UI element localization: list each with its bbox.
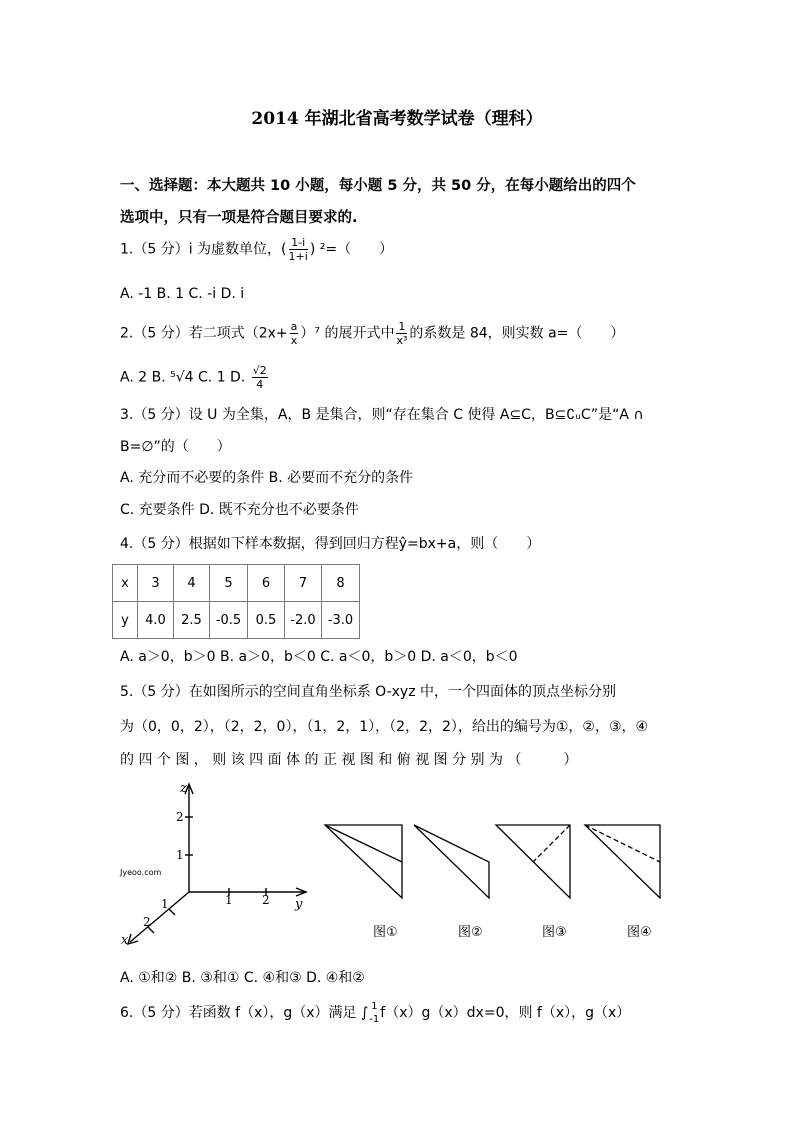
q2-option-c-d: C. 1 D. (193, 369, 246, 386)
q2-frac1-num: a (290, 320, 298, 333)
table-cell: -3.0 (322, 602, 360, 639)
question-5-line3: 的 四 个 图 ， 则 该 四 面 体 的 正 视 图 和 俯 视 图 分 别 为 （ ） (120, 752, 578, 768)
question-5-line2: 为（0，0，2），（2，2，0），（1，2，1），（2，2，2），给出的编号为①，②，③，④ (120, 719, 649, 735)
table-row-y (113, 602, 360, 639)
question-2 (120, 320, 624, 347)
section-heading-line1: 一、选择题：本大题共 10 小题，每小题 5 分，共 50 分，在每小题给出的四个 (120, 178, 636, 194)
z-label: z (180, 781, 187, 796)
q2-option-a-b: A. 2 B. (120, 369, 166, 386)
question-6 (120, 1000, 630, 1026)
z-tick-label: 2 (176, 810, 184, 824)
table-cell: 0.5 (248, 602, 285, 639)
table-cell: 5 (210, 565, 248, 602)
table-cell: 8 (322, 565, 360, 602)
q6-lower-limit: -1 (369, 1014, 380, 1025)
y-tick-label: 1 (225, 893, 233, 907)
y-label: y (295, 897, 303, 912)
figure-4-caption: 图④ (627, 925, 652, 940)
q2-mid: ）⁷ 的展开式中 (300, 325, 395, 342)
q2-opt-d-num: √2 (252, 364, 267, 377)
q1-suffix: ) ²=（ ） (309, 241, 394, 258)
q1-prefix: 1.（5 分）i 为虚数单位，( (120, 241, 287, 258)
y-tick-label: 2 (262, 893, 270, 907)
q5-options: A. ①和② B. ③和① C. ④和③ D. ④和② (120, 970, 365, 986)
table-cell: 3 (138, 565, 174, 602)
q2-option-b-root: ⁵√4 (170, 369, 194, 386)
q2-options (120, 364, 270, 391)
figure-3 (496, 825, 570, 898)
table-cell: -0.5 (210, 602, 248, 639)
q2-fraction-a-x (290, 320, 299, 347)
q2-suffix: 的系数是 84，则实数 a=（ ） (409, 325, 625, 342)
figure-4 (585, 825, 660, 898)
table-row-x (113, 565, 360, 602)
section-heading-line2: 选项中，只有一项是符合题目要求的. (120, 210, 358, 226)
q6-upper-limit: 1 (371, 1001, 378, 1012)
q3-options-cd: C. 充要条件 D. 既不充分也不必要条件 (120, 502, 359, 518)
view-figures (320, 820, 670, 905)
x-axis (130, 892, 189, 942)
question-3-line2: B=∅”的（ ） (120, 439, 231, 455)
table-cell: x (113, 565, 138, 602)
q1-frac-den: 1+i (288, 250, 308, 263)
question-3-line1: 3.（5 分）设 U 为全集，A，B 是集合，则“存在集合 C 使得 A⊆C，B⊆∁ᵤC”是“A ∩ (120, 407, 644, 423)
figure-1 (325, 825, 402, 898)
q2-option-d-fraction (252, 364, 268, 391)
page-title: 2014 年湖北省高考数学试卷（理科） (251, 109, 543, 129)
q6-integral-limits (369, 1000, 379, 1026)
q4-options: A. a＞0，b＞0 B. a＞0，b＜0 C. a＜0，b＞0 D. a＜0，b＜0 (120, 649, 518, 665)
question-4: 4.（5 分）根据如下样本数据，得到回归方程ŷ=bx+a，则（ ） (120, 536, 541, 552)
table-cell: 2.5 (174, 602, 210, 639)
table-cell: 6 (248, 565, 285, 602)
x-tick-label: 2 (143, 915, 151, 929)
table-cell: -2.0 (285, 602, 322, 639)
z-tick-label: 1 (176, 848, 184, 862)
q2-fraction-1-x3 (396, 320, 407, 347)
figure-1-caption: 图① (373, 925, 398, 940)
q6-prefix: 6.（5 分）若函数 f（x），g（x）满足 ∫ (120, 1005, 369, 1021)
question-1 (120, 236, 393, 263)
q2-frac2-num: 1 (398, 320, 406, 333)
table-cell: 4.0 (138, 602, 174, 639)
q2-prefix: 2.（5 分）若二项式（2x+ (120, 325, 288, 342)
table-cell: 7 (285, 565, 322, 602)
coordinate-axes-figure (110, 778, 330, 953)
table-cell: y (113, 602, 138, 639)
q2-frac2-den: x³ (396, 334, 408, 347)
q1-options: A. -1 B. 1 C. -i D. i (120, 286, 245, 302)
x-tick-label: 1 (161, 897, 169, 911)
q6-suffix: f（x）g（x）dx=0，则 f（x），g（x） (380, 1005, 631, 1021)
figure-3-caption: 图③ (542, 925, 567, 940)
x-tick (169, 909, 175, 915)
question-5-line1: 5.（5 分）在如图所示的空间直角坐标系 O-xyz 中，一个四面体的顶点坐标分别 (120, 684, 616, 700)
q2-opt-d-den: 4 (256, 378, 264, 391)
figure-2 (414, 825, 489, 898)
q3-options-ab: A. 充分而不必要的条件 B. 必要而不充分的条件 (120, 470, 414, 486)
q1-frac-num: 1-i (289, 236, 308, 250)
table-cell: 4 (174, 565, 210, 602)
sample-data-table (112, 564, 360, 639)
watermark: Jyeoo.com (120, 868, 162, 877)
x-label: x (121, 933, 129, 948)
q2-frac1-den: x (290, 334, 298, 347)
q1-fraction (289, 236, 308, 263)
figure-2-caption: 图② (458, 925, 483, 940)
